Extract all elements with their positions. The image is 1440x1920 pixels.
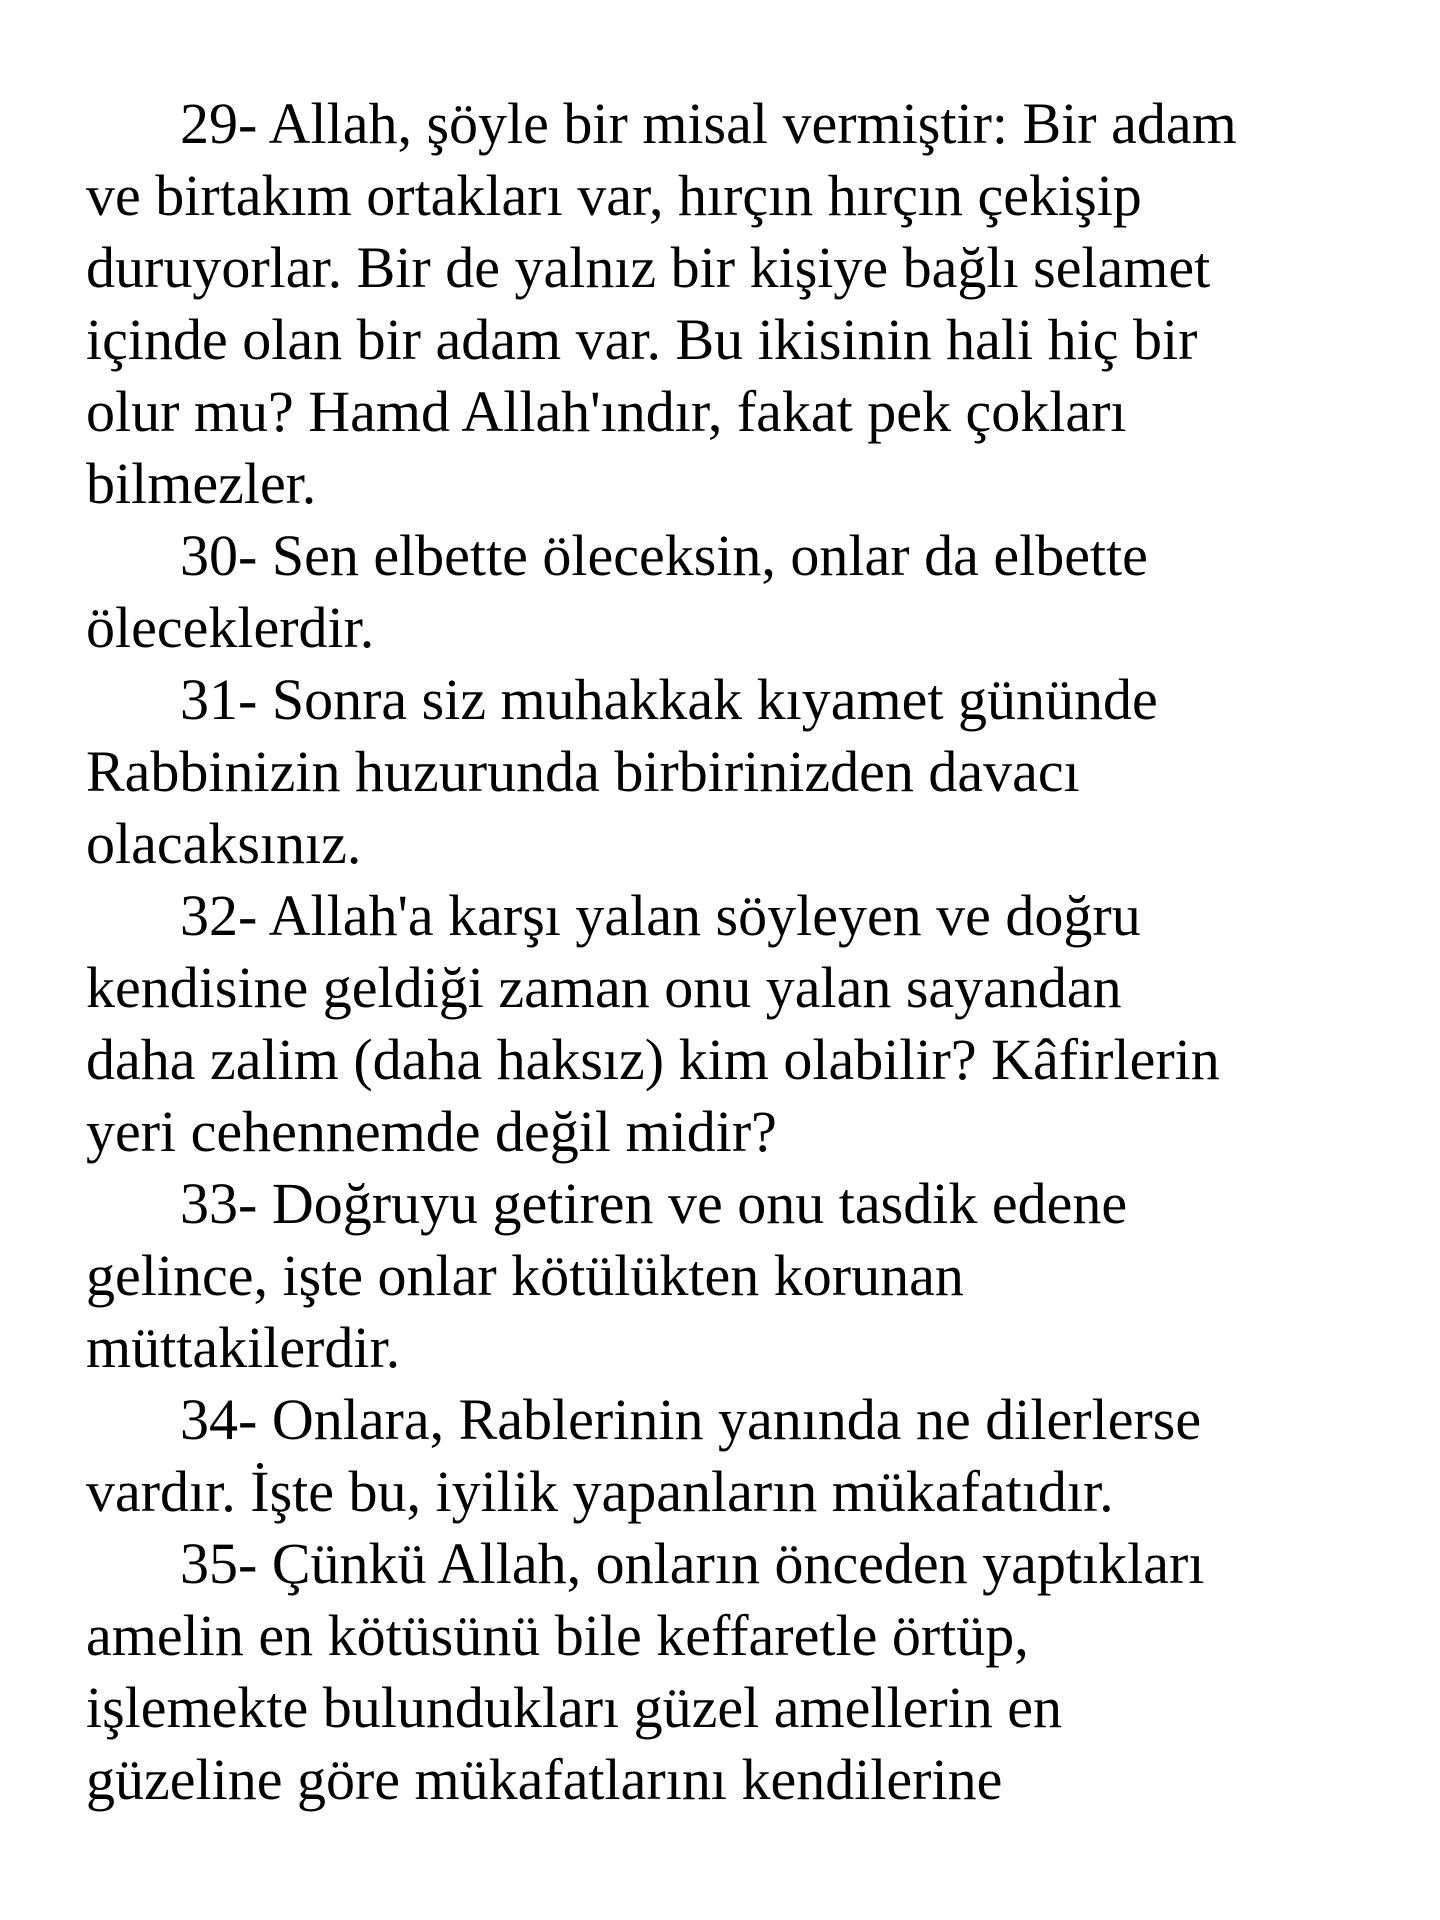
text-line: 34- Onlara, Rablerinin yanında ne dilerlerse <box>180 1387 1202 1452</box>
text-line: gelince, işte onlar kötülükten korunan <box>86 1243 964 1308</box>
verse-32 <box>86 880 1396 1168</box>
text-line: içinde olan bir adam var. Bu ikisinin hali hiç bir <box>86 307 1198 372</box>
verse-33 <box>86 1168 1396 1384</box>
text-line: 35- Çünkü Allah, onların önceden yaptıkları <box>180 1531 1205 1596</box>
text-line: amelin en kötüsünü bile keffaretle örtüp, <box>86 1603 1029 1668</box>
verse-30 <box>86 520 1396 664</box>
text-line: güzeline göre mükafatlarını kendilerine <box>86 1747 1003 1812</box>
text-line: müttakilerdir. <box>86 1315 401 1380</box>
text-line: kendisine geldiği zaman onu yalan sayandan <box>86 955 1122 1020</box>
text-line: ve birtakım ortakları var, hırçın hırçın çekişip <box>86 163 1142 228</box>
text-line: 29- Allah, şöyle bir misal vermiştir: Bir adam <box>180 91 1237 156</box>
document-page <box>86 88 1396 1816</box>
text-line: yeri cehennemde değil midir? <box>86 1099 777 1164</box>
text-line: Rabbinizin huzurunda birbirinizden davacı <box>86 739 1080 804</box>
text-line: daha zalim (daha haksız) kim olabilir? Kâfirlerin <box>86 1027 1220 1092</box>
verse-35 <box>86 1528 1396 1816</box>
verse-29 <box>86 88 1396 520</box>
text-line: işlemekte bulundukları güzel amellerin en <box>86 1675 1063 1740</box>
text-line: 33- Doğruyu getiren ve onu tasdik edene <box>180 1171 1128 1236</box>
text-line: 31- Sonra siz muhakkak kıyamet gününde <box>180 667 1158 732</box>
text-line: bilmezler. <box>86 451 317 516</box>
text-line: olacaksınız. <box>86 811 362 876</box>
verse-31 <box>86 664 1396 880</box>
text-line: olur mu? Hamd Allah'ındır, fakat pek çokları <box>86 379 1127 444</box>
verse-34 <box>86 1384 1396 1528</box>
text-line: öleceklerdir. <box>86 595 375 660</box>
text-line: duruyorlar. Bir de yalnız bir kişiye bağlı selamet <box>86 235 1211 300</box>
text-line: 32- Allah'a karşı yalan söyleyen ve doğru <box>180 883 1141 948</box>
text-line: 30- Sen elbette öleceksin, onlar da elbette <box>180 523 1148 588</box>
text-line: vardır. İşte bu, iyilik yapanların mükafatıdır. <box>86 1459 1114 1524</box>
